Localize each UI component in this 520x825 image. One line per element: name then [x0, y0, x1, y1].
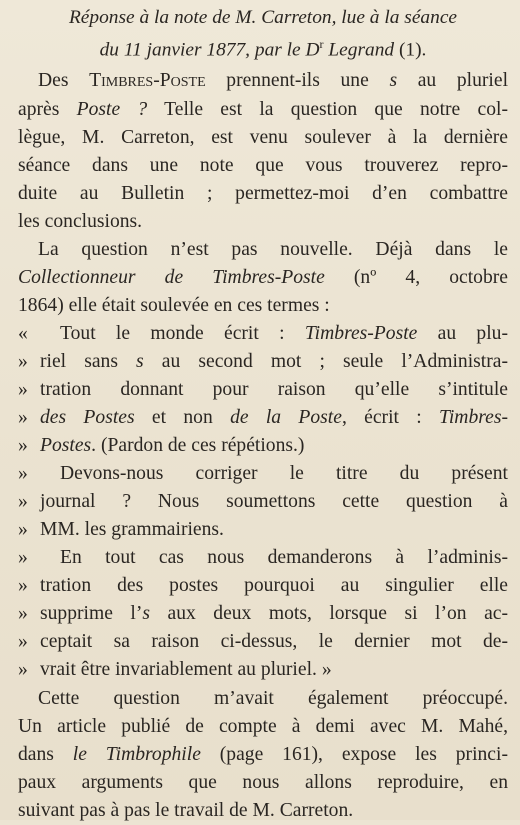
text-run: Tout le monde écrit :	[60, 322, 305, 344]
small-caps-term: Timbres-Poste	[89, 70, 206, 92]
italic-letter: s	[136, 350, 144, 372]
text-line	[18, 320, 508, 348]
text-run: , écrit :	[341, 407, 440, 429]
text-run: au second mot ; seule l’Administra-	[143, 350, 508, 372]
text-run: tration des postes pourquoi au singulier elle	[40, 575, 508, 597]
text-run: supprime l’	[40, 603, 143, 625]
text-line: suivant pas à pas le travail de M. Carreton.	[18, 799, 354, 821]
text-line	[18, 264, 508, 292]
heading-author: Legrand	[323, 39, 395, 61]
italic-term: de la Poste	[230, 407, 342, 429]
quote-mark: »	[18, 407, 28, 429]
quote-mark: »	[18, 547, 28, 569]
text-run: (nº 4, octobre	[324, 266, 508, 288]
paragraph-2	[18, 236, 508, 320]
footnote-reference: (1).	[394, 39, 427, 61]
italic-title: Collectionneur de Timbres-Poste	[18, 266, 325, 288]
text-run: . (Pardon de ces répétions.)	[91, 435, 305, 457]
heading-text: du 11 janvier 1877, par le D	[99, 39, 320, 61]
text-line: duite au Bulletin ; permettez-moi d’en combattre	[18, 182, 508, 204]
text-line	[18, 460, 508, 488]
quotation-2	[18, 460, 508, 544]
text-line	[18, 404, 508, 432]
text-run: Des	[38, 70, 90, 92]
quote-mark: »	[18, 378, 28, 400]
quote-mark: »	[18, 659, 28, 681]
text-line	[18, 600, 508, 628]
text-run: tration donnant pour raison qu’elle s’intitule	[40, 378, 508, 400]
quote-mark: »	[18, 350, 28, 372]
quote-mark: »	[18, 463, 28, 485]
italic-term: des Postes	[40, 407, 135, 429]
text-run: En tout cas nous demanderons à l’adminis-	[60, 547, 508, 569]
text-run: journal ? Nous soumettons cette question à	[40, 491, 508, 513]
text-line: Un article publié de compte à demi avec M. Mahé,	[18, 715, 508, 737]
text-line	[18, 348, 508, 376]
text-line	[18, 516, 508, 544]
quote-mark: »	[18, 435, 28, 457]
heading-line-2	[18, 31, 508, 63]
text-line	[18, 572, 508, 600]
text-run: ceptait sa raison ci-dessus, le dernier mot de-	[40, 631, 508, 653]
quote-mark: »	[18, 603, 28, 625]
text-line	[18, 376, 508, 404]
quote-mark: »	[18, 519, 28, 541]
text-line: Cette question m’avait également préoccupé.	[38, 687, 508, 709]
text-line	[18, 432, 508, 460]
text-line	[18, 67, 508, 95]
heading-line-1	[18, 4, 508, 31]
italic-term: Postes	[40, 435, 92, 457]
quote-mark: »	[18, 631, 28, 653]
text-run: et non	[134, 407, 231, 429]
quote-mark: »	[18, 491, 28, 513]
text-run: Telle est la question que notre col-	[147, 98, 508, 120]
text-run: vrait être invariablement au pluriel. »	[40, 659, 332, 681]
text-run: aux deux mots, lorsque si l’on ac-	[150, 603, 508, 625]
text-line: 1864) elle était soulevée en ces termes :	[18, 294, 330, 316]
text-run: au pluriel	[397, 70, 508, 92]
text-line	[18, 544, 508, 572]
text-line	[18, 656, 508, 684]
text-run: Devons-nous corriger le titre du présent	[60, 463, 508, 485]
heading-text: Réponse à la note de M. Carreton, lue à la séance	[68, 7, 458, 28]
quote-mark: »	[18, 575, 28, 597]
italic-letter: s	[142, 603, 151, 625]
text-line	[18, 741, 508, 769]
italic-title: le Timbrophile	[72, 743, 201, 765]
text-run: prennent-ils une	[205, 70, 390, 92]
text-run: (page 161), expose les princi-	[200, 743, 508, 765]
quote-mark: «	[18, 322, 28, 344]
heading-superscript: r	[319, 37, 324, 51]
text-line: La question n’est pas nouvelle. Déjà dans le	[38, 238, 508, 260]
text-line	[18, 628, 508, 656]
text-run: au plu-	[417, 322, 508, 344]
quotation-1	[18, 320, 508, 460]
quotation-3	[18, 544, 508, 684]
italic-term: Timbres-	[439, 407, 508, 429]
italic-term: Timbres-Poste	[304, 322, 418, 344]
section-heading	[18, 4, 508, 63]
text-line: séance dans une note que vous trouverez repro-	[18, 154, 508, 176]
text-run: MM. les grammairiens.	[40, 519, 224, 541]
text-line	[18, 488, 508, 516]
text-line: les conclusions.	[18, 210, 143, 232]
paragraph-3	[18, 685, 508, 825]
italic-letter: s	[389, 70, 398, 92]
text-line: lègue, M. Carreton, est venu soulever à la dernière	[18, 126, 508, 148]
paragraph-1	[18, 67, 508, 235]
text-run: riel sans	[40, 350, 137, 372]
italic-term: Poste ?	[76, 98, 148, 120]
text-run: après	[18, 98, 77, 120]
text-line	[18, 96, 508, 124]
text-line: paux arguments que nous allons reproduire, en	[18, 771, 508, 793]
text-run: dans	[18, 743, 73, 765]
